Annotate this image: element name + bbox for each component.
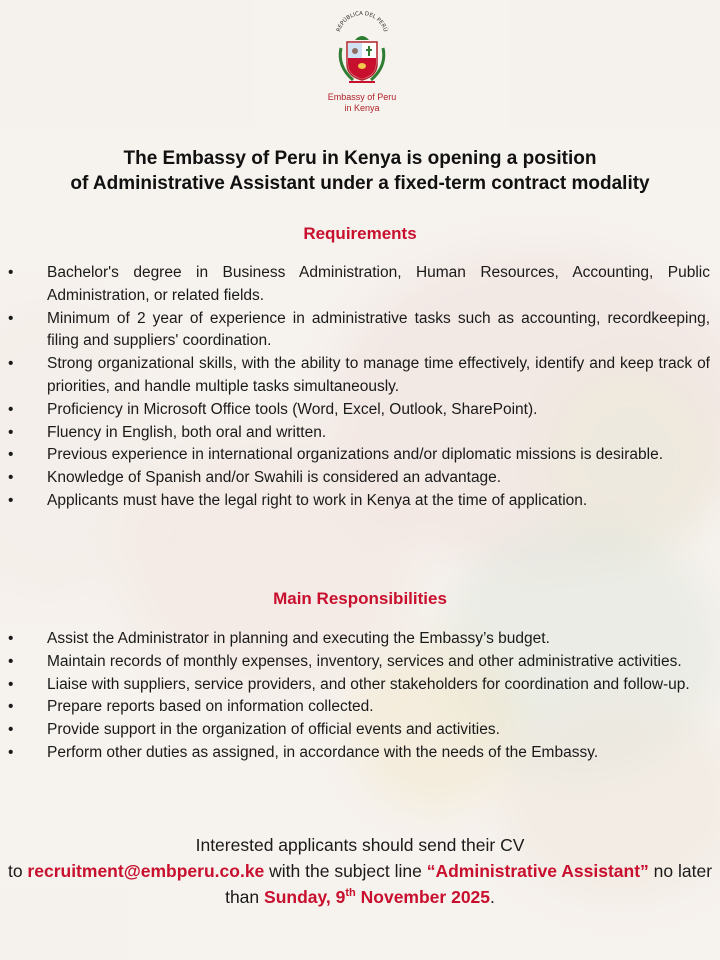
list-item: [0, 422, 710, 445]
bullet-icon: •: [8, 652, 14, 670]
list-item: [0, 651, 710, 674]
list-item: [0, 308, 710, 354]
footer-line1: Interested applicants should send their CV: [195, 835, 525, 855]
responsibility-text: Assist the Administrator in planning and executing the Embassy’s budget.: [47, 630, 550, 647]
requirement-text: Previous experience in international organizations and/or diplomatic missions is desirable.: [47, 446, 664, 464]
logo-caption-line1: Embassy of Peru: [327, 92, 397, 102]
list-item: [0, 696, 710, 719]
list-item: [0, 353, 710, 399]
bullet-icon: •: [8, 675, 14, 693]
responsibilities-list: [0, 628, 710, 765]
requirement-text: Fluency in English, both oral and written.: [47, 423, 327, 441]
list-item: [0, 262, 710, 308]
footer-to: to: [7, 861, 28, 881]
list-item: [0, 719, 710, 742]
responsibility-text: Liaise with suppliers, service providers, and other stakeholders for coordination and follow-up.: [47, 675, 690, 693]
responsibility-text: Provide support in the organization of official events and activities.: [47, 721, 500, 739]
requirements-heading: Requirements: [303, 224, 417, 243]
subject-line: “Administrative Assistant”: [426, 861, 649, 881]
bullet-icon: •: [8, 264, 14, 281]
requirement-text: Applicants must have the legal right to work in Kenya at the time of application.: [47, 491, 588, 509]
footer-end: .: [490, 887, 495, 907]
bullet-icon: •: [8, 400, 14, 418]
deadline-suffix: th: [345, 887, 356, 900]
bullet-icon: •: [8, 423, 14, 441]
logo-caption-line2: in Kenya: [344, 103, 380, 113]
svg-text:REPÚBLICA DEL PERÚ: [336, 11, 389, 33]
requirement-text: Strong organizational skills, with the ability to manage time effectively, identify and keep track of priorities, and handle multiple tasks simultaneously.: [47, 355, 710, 395]
recruitment-email-link[interactable]: recruitment@embperu.co.ke: [27, 861, 265, 881]
requirement-text: Minimum of 2 year of experience in administrative tasks such as accounting, recordkeeping, filing and suppliers' coordination.: [47, 309, 710, 350]
peru-coat-of-arms-icon: [327, 8, 397, 92]
bullet-icon: •: [8, 721, 14, 739]
deadline-date: [264, 887, 490, 907]
list-item: [0, 490, 710, 513]
requirement-text: Proficiency in Microsoft Office tools (Word, Excel, Outlook, SharePoint).: [47, 400, 538, 418]
responsibility-text: Perform other duties as assigned, in accordance with the needs of the Embassy.: [47, 743, 599, 761]
bullet-icon: •: [8, 743, 14, 761]
list-item: [0, 742, 710, 765]
bullet-icon: •: [8, 355, 14, 373]
bullet-icon: •: [8, 698, 14, 716]
page-title: [0, 146, 720, 196]
list-item: [0, 399, 710, 422]
logo-arc-text: REPÚBLICA DEL PERÚ: [335, 10, 389, 33]
requirements-list: [0, 262, 710, 513]
application-instructions: [0, 832, 720, 910]
requirement-text: Knowledge of Spanish and/or Swahili is considered an advantage.: [47, 469, 502, 487]
responsibilities-heading: Main Responsibilities: [273, 589, 447, 608]
deadline-month-year: November 2025: [355, 887, 491, 907]
bullet-icon: •: [8, 309, 14, 327]
list-item: [0, 674, 710, 697]
list-item: [0, 467, 710, 490]
footer-line2: [0, 858, 720, 910]
bullet-icon: •: [8, 446, 14, 464]
embassy-logo: [312, 8, 412, 118]
responsibility-text: Prepare reports based on information collected.: [47, 698, 374, 716]
bullet-icon: •: [8, 491, 14, 509]
footer-deadline-intro: no later than: [225, 861, 713, 907]
responsibility-text: Maintain records of monthly expenses, inventory, services and other administrative activities.: [47, 652, 682, 670]
requirement-text: Bachelor's degree in Business Administration, Human Resources, Accounting, Public Administration, or related fields.: [47, 264, 710, 304]
footer-subject-intro: with the subject line: [264, 861, 427, 881]
title-line1: The Embassy of Peru in Kenya is opening a position: [123, 148, 597, 169]
list-item: [0, 628, 710, 651]
deadline-day: Sunday, 9: [264, 887, 346, 907]
list-item: [0, 444, 710, 467]
bullet-icon: •: [8, 630, 14, 647]
title-line2: of Administrative Assistant under a fixed-term contract modality: [70, 173, 650, 194]
bullet-icon: •: [8, 469, 14, 487]
